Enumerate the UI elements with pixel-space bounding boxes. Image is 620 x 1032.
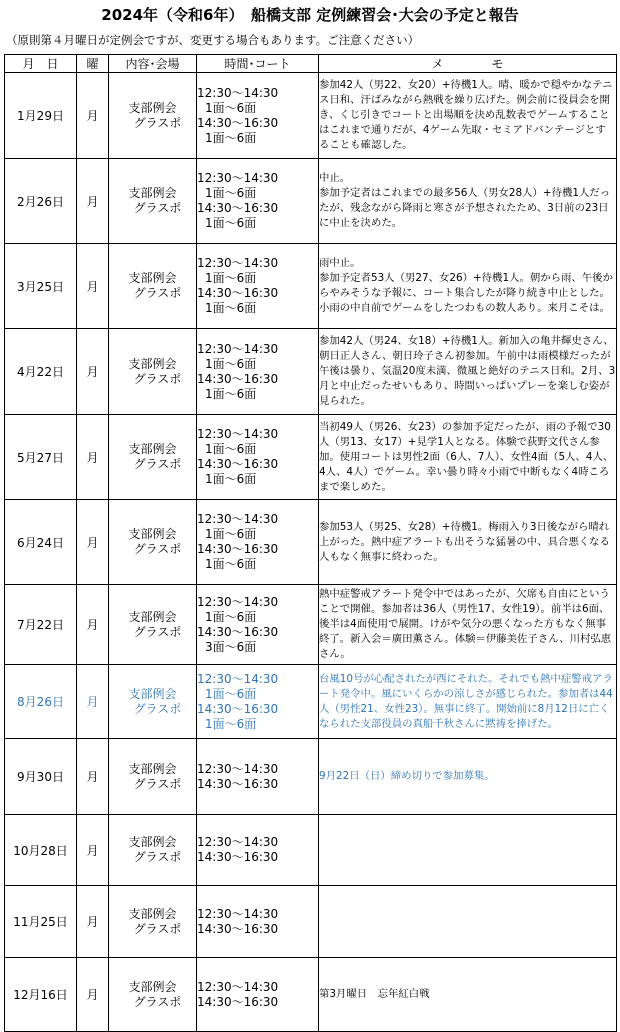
cell-time xyxy=(197,665,319,739)
cell-memo xyxy=(319,415,617,500)
time-line: 14:30～16:30 xyxy=(197,921,279,936)
cell-venue xyxy=(109,73,197,159)
time-line: 14:30～16:30 xyxy=(197,286,279,300)
cell-memo xyxy=(319,739,617,815)
venue-line: 支部例会 xyxy=(128,835,177,849)
time-line: 12:30～14:30 xyxy=(197,906,279,921)
time-line: 14:30～16:30 xyxy=(197,457,279,471)
cell-time xyxy=(197,73,319,159)
venue-line: グラスポ xyxy=(133,201,182,215)
cell-date: 2月26日 xyxy=(5,159,77,244)
cell-time xyxy=(197,329,319,415)
time-line: 1面～6面 xyxy=(205,301,257,315)
cell-day: 月 xyxy=(77,244,109,329)
table-row xyxy=(5,73,617,159)
cell-venue xyxy=(109,244,197,329)
header-day: 曜 xyxy=(77,55,109,73)
time-line: 12:30～14:30 xyxy=(197,341,279,356)
cell-venue xyxy=(109,958,197,1032)
venue-line: 支部例会 xyxy=(128,356,177,371)
time-line: 12:30～14:30 xyxy=(197,671,279,686)
table-row xyxy=(5,815,617,886)
venue-line: グラスポ xyxy=(133,371,182,386)
memo-text: 中止。 参加予定者はこれまでの最多56人（男女28人）+待機1人だったが、残念ながら降雨と寒さが予想されたため、3日前の23日に中止を決めた。 xyxy=(319,172,611,229)
venue-line: 支部例会 xyxy=(128,271,177,285)
venue-line: グラスポ xyxy=(133,921,182,936)
cell-date: 7月22日 xyxy=(5,585,77,665)
time-line: 12:30～14:30 xyxy=(197,256,279,270)
cell-day: 月 xyxy=(77,415,109,500)
cell-memo xyxy=(319,73,617,159)
memo-text: 参加42人（男22、女20）+待機1人。晴、暖かで穏やかなテニス日和、汗ばみながら熱戦を繰り広げた。例会前に役員会を開き、くじ引きでコートと出場順を決め乱数表でゲームすることはこれまで通りだが、4ゲーム先取・セミアドバンテージとすることも確認した。 xyxy=(319,79,613,151)
table-row xyxy=(5,585,617,665)
time-line: 12:30～14:30 xyxy=(197,594,279,609)
header-memo: メ モ xyxy=(319,55,617,73)
table-row xyxy=(5,159,617,244)
time-line: 14:30～16:30 xyxy=(197,371,279,386)
time-line: 14:30～16:30 xyxy=(197,201,279,215)
venue-line: グラスポ xyxy=(133,115,182,130)
table-row xyxy=(5,739,617,815)
venue-line: グラスポ xyxy=(133,994,182,1009)
venue-line: 支部例会 xyxy=(128,609,177,624)
time-line: 1面～6面 xyxy=(205,527,257,541)
cell-time xyxy=(197,585,319,665)
page-title: 2024年（令和6年） 船橋支部 定例練習会･大会の予定と報告 xyxy=(101,6,519,24)
time-line: 1面～6面 xyxy=(205,609,257,624)
time-line: 14:30～16:30 xyxy=(197,850,279,864)
cell-date: 1月29日 xyxy=(5,73,77,159)
cell-time xyxy=(197,500,319,585)
header-venue: 内容･会場 xyxy=(109,55,197,73)
venue-line: 支部例会 xyxy=(128,979,177,994)
time-line: 12:30～14:30 xyxy=(197,979,279,994)
time-line: 1面～6面 xyxy=(205,557,257,571)
cell-date: 12月16日 xyxy=(5,958,77,1032)
cell-day: 月 xyxy=(77,958,109,1032)
cell-memo xyxy=(319,329,617,415)
time-line: 14:30～16:30 xyxy=(197,624,279,639)
cell-memo xyxy=(319,886,617,958)
cell-memo xyxy=(319,500,617,585)
cell-memo xyxy=(319,159,617,244)
schedule-rows xyxy=(5,73,617,1032)
cell-day: 月 xyxy=(77,73,109,159)
venue-line: グラスポ xyxy=(133,701,182,716)
time-line: 12:30～14:30 xyxy=(197,761,279,776)
cell-time xyxy=(197,159,319,244)
time-line: 1面～6面 xyxy=(205,356,257,371)
venue-line: グラスポ xyxy=(133,542,182,556)
cell-venue xyxy=(109,329,197,415)
cell-date: 11月25日 xyxy=(5,886,77,958)
cell-memo xyxy=(319,815,617,886)
cell-day: 月 xyxy=(77,329,109,415)
cell-date: 10月28日 xyxy=(5,815,77,886)
memo-text: 当初49人（男26、女23）の参加予定だったが、雨の予報で30人（男13、女17）+見学1人となる。体験で荻野文代さん参加。使用コートは男性2面（6人、7人）、女性4面（5人、4人、4人、4人）でゲーム。幸い曇り時々小雨で中断もなく4時ころまで楽しめた。 xyxy=(319,420,614,493)
schedule-table xyxy=(4,54,617,1032)
cell-date: 5月27日 xyxy=(5,415,77,500)
cell-day: 月 xyxy=(77,886,109,958)
cell-date: 9月30日 xyxy=(5,739,77,815)
time-line: 1面～6面 xyxy=(205,686,257,701)
time-line: 12:30～14:30 xyxy=(197,835,279,849)
time-line: 12:30～14:30 xyxy=(197,171,279,185)
time-line: 1面～6面 xyxy=(205,186,257,200)
table-row xyxy=(5,415,617,500)
time-line: 1面～6面 xyxy=(205,216,257,230)
time-line: 14:30～16:30 xyxy=(197,994,279,1009)
header-row xyxy=(5,55,617,73)
cell-venue xyxy=(109,815,197,886)
time-line: 14:30～16:30 xyxy=(197,701,279,716)
time-line: 1面～6面 xyxy=(205,472,257,486)
cell-date: 8月26日 xyxy=(5,665,77,739)
venue-line: 支部例会 xyxy=(128,686,177,701)
time-line: 1面～6面 xyxy=(205,100,257,115)
cell-day: 月 xyxy=(77,815,109,886)
cell-day: 月 xyxy=(77,585,109,665)
cell-venue xyxy=(109,739,197,815)
time-line: 12:30～14:30 xyxy=(197,512,279,526)
venue-line: 支部例会 xyxy=(128,100,177,115)
cell-day: 月 xyxy=(77,739,109,815)
table-row xyxy=(5,665,617,739)
cell-date: 6月24日 xyxy=(5,500,77,585)
table-row xyxy=(5,244,617,329)
venue-line: 支部例会 xyxy=(128,906,177,921)
time-line: 1面～6面 xyxy=(205,386,257,401)
table-row xyxy=(5,886,617,958)
cell-time xyxy=(197,815,319,886)
venue-line: グラスポ xyxy=(133,850,182,864)
schedule-note: （原則第４月曜日が定例会ですが、変更する場合もあります。ご注意ください） xyxy=(6,33,420,47)
header-time: 時間･コート xyxy=(197,55,319,73)
cell-venue xyxy=(109,159,197,244)
cell-venue xyxy=(109,886,197,958)
memo-text: 第3月曜日 忘年紅白戦 xyxy=(319,988,430,1000)
time-line: 1面～6面 xyxy=(205,442,257,456)
venue-line: 支部例会 xyxy=(128,186,177,200)
cell-memo xyxy=(319,244,617,329)
time-line: 14:30～16:30 xyxy=(197,542,279,556)
memo-text: 熱中症警戒アラート発令中ではあったが、欠席も自由にということで開催。参加者は36人（男性17、女性19）。前半は6面、後半は4面使用で展開。けがや気分の悪くなった方もなく無事終了。新入会＝廣田薫さん。体験＝伊藤美佐子さん、川村弘恵さん。 xyxy=(319,588,612,660)
time-line: 1面～6面 xyxy=(205,130,257,145)
table-row xyxy=(5,500,617,585)
cell-venue xyxy=(109,500,197,585)
time-line: 1面～6面 xyxy=(205,271,257,285)
memo-text: 参加42人（男24、女18）+待機1人。新加入の亀井輝史さん、朝日正人さん、朝日玲子さん初参加。午前中は雨模様だったが午後は曇り、気温20度未満、微風と絶好のテニス日和。2月、3月と中止だったせいもあり、時間いっぱいプレーを楽しむ姿が見られた。 xyxy=(319,335,616,407)
cell-time xyxy=(197,739,319,815)
memo-text: 台風10号が心配されたが西にそれた。それでも熱中症警戒アラート発令中。風にいくらかの涼しさが感じられた。参加者は44人（男性21、女性23）。無事に終了。開始前に8月12日に亡くなられた支部役員の真船千秋さんに黙祷を捧げた。 xyxy=(319,672,613,730)
table-row xyxy=(5,329,617,415)
memo-text: 9月22日（日）締め切りで参加募集。 xyxy=(319,770,495,782)
venue-line: グラスポ xyxy=(133,286,182,300)
venue-line: グラスポ xyxy=(133,776,182,791)
cell-time xyxy=(197,958,319,1032)
cell-time xyxy=(197,415,319,500)
cell-time xyxy=(197,886,319,958)
cell-venue xyxy=(109,585,197,665)
cell-venue xyxy=(109,665,197,739)
cell-date: 4月22日 xyxy=(5,329,77,415)
cell-date: 3月25日 xyxy=(5,244,77,329)
cell-time xyxy=(197,244,319,329)
cell-venue xyxy=(109,415,197,500)
cell-day: 月 xyxy=(77,159,109,244)
memo-text: 雨中止。 参加予定者53人（男27、女26）+待機1人。朝から雨、午後からやみそうな予報に、コート集合したが降り続き中止とした。小雨の中自前でゲームをしたつわもの数人あり。来月こそは。 xyxy=(319,257,613,314)
venue-line: グラスポ xyxy=(133,457,182,471)
time-line: 3面～6面 xyxy=(205,639,257,654)
venue-line: 支部例会 xyxy=(128,442,177,456)
venue-line: 支部例会 xyxy=(128,761,177,776)
time-line: 1面～6面 xyxy=(205,716,257,731)
cell-day: 月 xyxy=(77,500,109,585)
time-line: 12:30～14:30 xyxy=(197,427,279,441)
time-line: 14:30～16:30 xyxy=(197,776,279,791)
cell-day: 月 xyxy=(77,665,109,739)
time-line: 12:30～14:30 xyxy=(197,85,279,100)
cell-memo xyxy=(319,665,617,739)
table-row xyxy=(5,958,617,1032)
time-line: 14:30～16:30 xyxy=(197,115,279,130)
cell-memo xyxy=(319,958,617,1032)
venue-line: 支部例会 xyxy=(128,527,177,541)
header-date: 月 日 xyxy=(5,55,77,73)
memo-text: 参加53人（男25、女28）+待機1。梅雨入り3日後ながら晴れ上がった。熱中症アラートも出そうな猛暑の中、具合悪くなる人もなく無事に終わった。 xyxy=(319,520,610,563)
cell-memo xyxy=(319,585,617,665)
venue-line: グラスポ xyxy=(133,624,182,639)
